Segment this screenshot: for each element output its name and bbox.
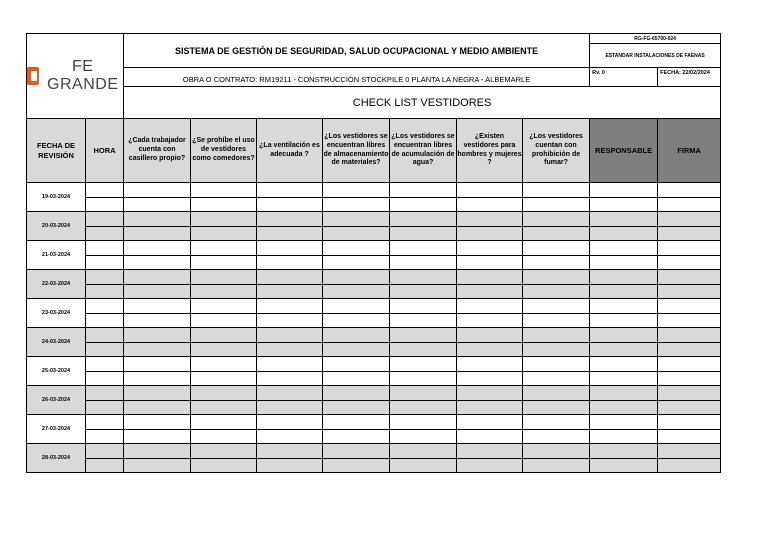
- entry-cell[interactable]: [658, 255, 721, 270]
- entry-cell[interactable]: [523, 313, 590, 328]
- entry-cell[interactable]: [323, 400, 390, 415]
- entry-cell[interactable]: [323, 241, 390, 256]
- entry-cell[interactable]: [523, 429, 590, 444]
- entry-row: [27, 400, 721, 415]
- entry-cell[interactable]: [323, 357, 390, 372]
- date-cell: 27-03-2024: [27, 415, 86, 444]
- document-code: RG-FG-65700-024: [590, 34, 721, 44]
- entry-cell[interactable]: [124, 328, 191, 343]
- entry-cell[interactable]: [658, 284, 721, 299]
- entry-cell[interactable]: [124, 183, 191, 198]
- col-header-agua: ¿Los vestidores se encuentran libres de acumulación de agua?: [390, 119, 457, 183]
- entry-cell[interactable]: [191, 371, 257, 386]
- entry-cell[interactable]: [390, 255, 457, 270]
- entry-cell[interactable]: [257, 255, 323, 270]
- entry-cell[interactable]: [590, 371, 658, 386]
- entry-cell[interactable]: [658, 270, 721, 285]
- entry-cell[interactable]: [590, 313, 658, 328]
- entry-cell[interactable]: [191, 313, 257, 328]
- entry-cell[interactable]: [390, 284, 457, 299]
- entry-cell[interactable]: [86, 444, 124, 459]
- entry-cell[interactable]: [658, 328, 721, 343]
- entry-cell[interactable]: [658, 386, 721, 401]
- entry-cell[interactable]: [257, 284, 323, 299]
- entry-cell[interactable]: [523, 371, 590, 386]
- entry-cell[interactable]: [658, 183, 721, 198]
- entry-cell[interactable]: [590, 226, 658, 241]
- entry-cell[interactable]: [191, 270, 257, 285]
- system-title: SISTEMA DE GESTIÓN DE SEGURIDAD, SALUD OCUPACIONAL Y MEDIO AMBIENTE: [124, 34, 590, 68]
- entry-cell[interactable]: [457, 357, 523, 372]
- entry-cell[interactable]: [124, 444, 191, 459]
- entry-cell[interactable]: [257, 429, 323, 444]
- entry-cell[interactable]: [457, 313, 523, 328]
- entry-row: [27, 313, 721, 328]
- entry-cell[interactable]: [390, 299, 457, 314]
- entry-cell[interactable]: [523, 255, 590, 270]
- entry-cell[interactable]: [457, 212, 523, 227]
- entry-cell[interactable]: [124, 284, 191, 299]
- entry-cell[interactable]: [523, 400, 590, 415]
- col-header-materiales: ¿Los vestidores se encuentran libres de almacenamiento de materiales?: [323, 119, 390, 183]
- entry-cell[interactable]: [457, 429, 523, 444]
- entry-cell[interactable]: [590, 386, 658, 401]
- entry-cell[interactable]: [191, 212, 257, 227]
- entry-cell[interactable]: [590, 444, 658, 459]
- entry-cell[interactable]: [86, 357, 124, 372]
- entry-cell[interactable]: [590, 183, 658, 198]
- entry-cell[interactable]: [86, 328, 124, 343]
- entry-cell[interactable]: [658, 429, 721, 444]
- entry-cell[interactable]: [457, 458, 523, 473]
- entry-row: [27, 415, 721, 430]
- entry-cell[interactable]: [124, 342, 191, 357]
- entry-cell[interactable]: [523, 299, 590, 314]
- entry-cell[interactable]: [323, 371, 390, 386]
- entry-cell[interactable]: [658, 458, 721, 473]
- entry-cell[interactable]: [257, 197, 323, 212]
- entry-cell[interactable]: [124, 458, 191, 473]
- col-header-responsable: RESPONSABLE: [590, 119, 658, 183]
- entry-cell[interactable]: [191, 415, 257, 430]
- entry-cell[interactable]: [323, 299, 390, 314]
- entry-cell[interactable]: [523, 183, 590, 198]
- entry-cell[interactable]: [390, 328, 457, 343]
- date-cell: 23-03-2024: [27, 299, 86, 328]
- date-cell: 20-03-2024: [27, 212, 86, 241]
- entry-cell[interactable]: [658, 299, 721, 314]
- entry-cell[interactable]: [323, 328, 390, 343]
- entry-row: [27, 299, 721, 314]
- logo-icon: [27, 67, 39, 85]
- entry-cell[interactable]: [191, 386, 257, 401]
- entry-cell[interactable]: [523, 197, 590, 212]
- entry-cell[interactable]: [457, 371, 523, 386]
- entry-cell[interactable]: [191, 400, 257, 415]
- entry-cell[interactable]: [457, 197, 523, 212]
- entry-cell[interactable]: [257, 458, 323, 473]
- entry-cell[interactable]: [86, 270, 124, 285]
- entry-cell[interactable]: [191, 241, 257, 256]
- entry-cell[interactable]: [323, 284, 390, 299]
- entry-cell[interactable]: [191, 299, 257, 314]
- entry-cell[interactable]: [124, 415, 191, 430]
- entry-cell[interactable]: [124, 313, 191, 328]
- entry-cell[interactable]: [590, 400, 658, 415]
- entry-cell[interactable]: [257, 342, 323, 357]
- entry-cell[interactable]: [323, 255, 390, 270]
- entry-cell[interactable]: [86, 212, 124, 227]
- entry-row: [27, 183, 721, 198]
- entry-cell[interactable]: [124, 197, 191, 212]
- entry-cell[interactable]: [658, 212, 721, 227]
- entry-cell[interactable]: [323, 429, 390, 444]
- entry-cell[interactable]: [257, 357, 323, 372]
- entry-cell[interactable]: [191, 255, 257, 270]
- entry-row: [27, 270, 721, 285]
- col-header-hora: HORA: [86, 119, 124, 183]
- entry-cell[interactable]: [523, 386, 590, 401]
- entry-cell[interactable]: [124, 299, 191, 314]
- entry-cell[interactable]: [390, 212, 457, 227]
- entry-cell[interactable]: [191, 197, 257, 212]
- entry-cell[interactable]: [658, 226, 721, 241]
- entry-cell[interactable]: [257, 415, 323, 430]
- entry-cell[interactable]: [191, 429, 257, 444]
- entry-cell[interactable]: [257, 183, 323, 198]
- entry-cell[interactable]: [86, 241, 124, 256]
- entry-row: [27, 458, 721, 473]
- entry-cell[interactable]: [523, 342, 590, 357]
- date-cell: 19-03-2024: [27, 183, 86, 212]
- col-header-comedores: ¿Se prohíbe el uso de vestidores como comedores?: [191, 119, 257, 183]
- entry-cell[interactable]: [257, 270, 323, 285]
- entry-cell[interactable]: [191, 357, 257, 372]
- date-cell: 25-03-2024: [27, 357, 86, 386]
- checklist-table: [26, 33, 721, 473]
- entry-cell[interactable]: [86, 400, 124, 415]
- entry-cell[interactable]: [590, 255, 658, 270]
- entry-cell[interactable]: [86, 458, 124, 473]
- entry-cell[interactable]: [257, 226, 323, 241]
- entry-cell[interactable]: [390, 415, 457, 430]
- entry-cell[interactable]: [86, 183, 124, 198]
- entry-cell[interactable]: [124, 386, 191, 401]
- entry-cell[interactable]: [257, 386, 323, 401]
- entry-cell[interactable]: [124, 241, 191, 256]
- entry-row: [27, 357, 721, 372]
- entry-cell[interactable]: [523, 226, 590, 241]
- entry-cell[interactable]: [523, 444, 590, 459]
- entry-cell[interactable]: [390, 270, 457, 285]
- entry-cell[interactable]: [124, 400, 191, 415]
- entry-cell[interactable]: [523, 458, 590, 473]
- entry-cell[interactable]: [590, 197, 658, 212]
- entry-cell[interactable]: [390, 386, 457, 401]
- date-cell: 26-03-2024: [27, 386, 86, 415]
- entry-cell[interactable]: [390, 183, 457, 198]
- entry-cell[interactable]: [457, 299, 523, 314]
- entry-cell[interactable]: [257, 313, 323, 328]
- entry-cell[interactable]: [590, 270, 658, 285]
- entry-cell[interactable]: [590, 458, 658, 473]
- entry-cell[interactable]: [323, 458, 390, 473]
- entry-row: [27, 212, 721, 227]
- entry-cell[interactable]: [390, 400, 457, 415]
- entry-cell[interactable]: [457, 183, 523, 198]
- entry-cell[interactable]: [523, 212, 590, 227]
- entry-cell[interactable]: [390, 241, 457, 256]
- entry-cell[interactable]: [86, 429, 124, 444]
- entry-cell[interactable]: [323, 212, 390, 227]
- entry-row: [27, 328, 721, 343]
- entry-row: [27, 342, 721, 357]
- entry-cell[interactable]: [124, 371, 191, 386]
- col-header-fecha: FECHA DE REVISIÓN: [27, 119, 86, 183]
- entry-cell[interactable]: [390, 444, 457, 459]
- entry-cell[interactable]: [86, 299, 124, 314]
- entry-cell[interactable]: [191, 183, 257, 198]
- entry-cell[interactable]: [390, 458, 457, 473]
- entry-cell[interactable]: [257, 328, 323, 343]
- entry-cell[interactable]: [191, 226, 257, 241]
- entry-cell[interactable]: [658, 371, 721, 386]
- entry-cell[interactable]: [257, 212, 323, 227]
- entry-cell[interactable]: [590, 357, 658, 372]
- entry-cell[interactable]: [86, 226, 124, 241]
- entry-cell[interactable]: [457, 255, 523, 270]
- entry-row: [27, 255, 721, 270]
- standard-name: ESTANDAR INSTALACIONES DE FAENAS: [590, 44, 721, 68]
- entry-cell[interactable]: [323, 444, 390, 459]
- entry-cell[interactable]: [323, 342, 390, 357]
- entry-cell[interactable]: [323, 415, 390, 430]
- entry-cell[interactable]: [124, 429, 191, 444]
- entry-cell[interactable]: [658, 444, 721, 459]
- entry-cell[interactable]: [590, 212, 658, 227]
- entry-cell[interactable]: [124, 255, 191, 270]
- entry-cell[interactable]: [124, 357, 191, 372]
- entry-cell[interactable]: [86, 313, 124, 328]
- entry-row: [27, 241, 721, 256]
- entry-cell[interactable]: [658, 400, 721, 415]
- entry-cell[interactable]: [457, 284, 523, 299]
- entry-cell[interactable]: [390, 357, 457, 372]
- entry-cell[interactable]: [86, 197, 124, 212]
- entry-cell[interactable]: [457, 415, 523, 430]
- entry-cell[interactable]: [457, 226, 523, 241]
- entry-cell[interactable]: [257, 444, 323, 459]
- entry-cell[interactable]: [658, 313, 721, 328]
- entry-cell[interactable]: [390, 342, 457, 357]
- revision-label: Rv. 0: [590, 68, 658, 87]
- col-header-ventilacion: ¿La ventilación es adecuada ?: [257, 119, 323, 183]
- entry-cell[interactable]: [390, 313, 457, 328]
- entry-row: [27, 386, 721, 401]
- entry-cell[interactable]: [257, 299, 323, 314]
- entry-cell[interactable]: [191, 458, 257, 473]
- entry-cell[interactable]: [86, 342, 124, 357]
- date-cell: 22-03-2024: [27, 270, 86, 299]
- entry-cell[interactable]: [86, 284, 124, 299]
- entry-cell[interactable]: [86, 371, 124, 386]
- entry-cell[interactable]: [590, 284, 658, 299]
- entry-cell[interactable]: [590, 299, 658, 314]
- col-header-fumar: ¿Los vestidores cuentan con prohibición de fumar?: [523, 119, 590, 183]
- entry-cell[interactable]: [590, 429, 658, 444]
- entry-row: [27, 284, 721, 299]
- date-cell: 28-03-2024: [27, 444, 86, 473]
- entry-cell[interactable]: [390, 429, 457, 444]
- entry-cell[interactable]: [124, 226, 191, 241]
- entry-cell[interactable]: [457, 386, 523, 401]
- checklist-sheet: [26, 33, 720, 472]
- entry-cell[interactable]: [658, 342, 721, 357]
- entry-cell[interactable]: [390, 226, 457, 241]
- entry-cell[interactable]: [323, 197, 390, 212]
- entry-cell[interactable]: [457, 241, 523, 256]
- entry-cell[interactable]: [124, 212, 191, 227]
- entry-row: [27, 444, 721, 459]
- entry-cell[interactable]: [191, 342, 257, 357]
- entry-cell[interactable]: [658, 241, 721, 256]
- entry-cell[interactable]: [457, 328, 523, 343]
- entry-cell[interactable]: [86, 255, 124, 270]
- entry-row: [27, 197, 721, 212]
- entry-cell[interactable]: [323, 226, 390, 241]
- entry-cell[interactable]: [191, 328, 257, 343]
- entry-cell[interactable]: [523, 241, 590, 256]
- col-header-hombres-mujeres: ¿Existen vestidores para hombres y mujeres ?: [457, 119, 523, 183]
- date-cell: 21-03-2024: [27, 241, 86, 270]
- col-header-casillero: ¿Cada trabajador cuenta con casillero propio?: [124, 119, 191, 183]
- logo-text: FE GRANDE: [47, 58, 119, 93]
- entry-cell[interactable]: [323, 386, 390, 401]
- entry-cell[interactable]: [590, 342, 658, 357]
- entry-cell[interactable]: [457, 342, 523, 357]
- column-header-row: [27, 119, 721, 183]
- date-cell: 24-03-2024: [27, 328, 86, 357]
- entry-row: [27, 226, 721, 241]
- entry-cell[interactable]: [457, 270, 523, 285]
- entry-cell[interactable]: [191, 444, 257, 459]
- entry-cell[interactable]: [457, 444, 523, 459]
- entry-cell[interactable]: [86, 386, 124, 401]
- entry-cell[interactable]: [257, 371, 323, 386]
- entry-cell[interactable]: [523, 284, 590, 299]
- entry-cell[interactable]: [323, 313, 390, 328]
- entry-cell[interactable]: [523, 270, 590, 285]
- entry-cell[interactable]: [257, 241, 323, 256]
- entry-cell[interactable]: [86, 415, 124, 430]
- entry-cell[interactable]: [590, 241, 658, 256]
- entry-cell[interactable]: [523, 415, 590, 430]
- entry-cell[interactable]: [124, 270, 191, 285]
- entry-cell[interactable]: [658, 415, 721, 430]
- entry-cell[interactable]: [257, 400, 323, 415]
- company-logo: [27, 58, 123, 94]
- entry-cell[interactable]: [658, 357, 721, 372]
- entry-cell[interactable]: [191, 284, 257, 299]
- contract-title: OBRA O CONTRATO: RM19211 - CONSTRUCCIÓN STOCKPILE 0 PLANTA LA NEGRA - ALBEMARLE: [124, 68, 590, 87]
- entry-cell[interactable]: [390, 371, 457, 386]
- entry-cell[interactable]: [523, 357, 590, 372]
- entry-row: [27, 429, 721, 444]
- entry-cell[interactable]: [390, 197, 457, 212]
- entry-cell[interactable]: [323, 270, 390, 285]
- entry-cell[interactable]: [323, 183, 390, 198]
- col-header-firma: FIRMA: [658, 119, 721, 183]
- checklist-title: CHECK LIST VESTIDORES: [124, 87, 721, 119]
- entry-cell[interactable]: [590, 415, 658, 430]
- entry-cell[interactable]: [590, 328, 658, 343]
- issue-date: FECHA: 22/02/2024: [658, 68, 721, 87]
- entry-cell[interactable]: [523, 328, 590, 343]
- entry-row: [27, 371, 721, 386]
- company-logo-cell: [27, 34, 124, 119]
- entry-cell[interactable]: [658, 197, 721, 212]
- entry-cell[interactable]: [457, 400, 523, 415]
